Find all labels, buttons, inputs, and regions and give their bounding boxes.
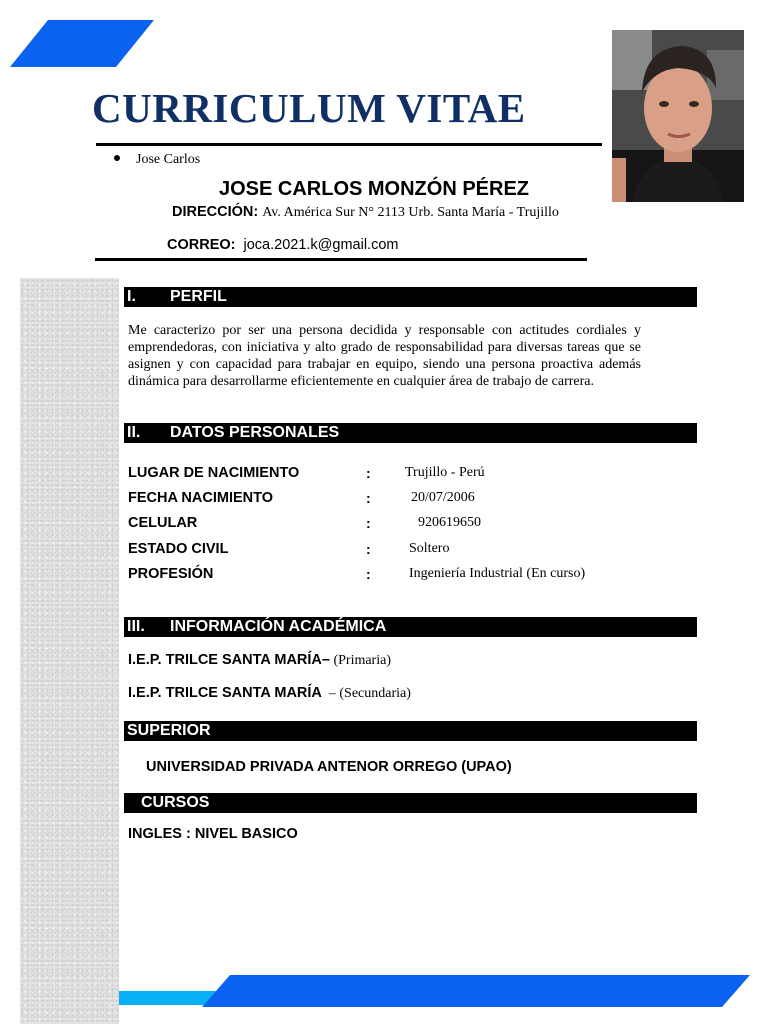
datos-label: FECHA NACIMIENTO bbox=[128, 490, 273, 506]
top-blue-parallelogram bbox=[10, 20, 154, 67]
section-title: DATOS PERSONALES bbox=[170, 424, 340, 441]
education-item-primaria bbox=[128, 652, 391, 669]
profile-photo bbox=[612, 30, 744, 202]
datos-value: Trujillo - Perú bbox=[405, 465, 485, 480]
section-bar-cursos bbox=[124, 793, 697, 813]
datos-label: ESTADO CIVIL bbox=[128, 541, 229, 557]
datos-label: PROFESIÓN bbox=[128, 566, 214, 582]
bullet-name-line bbox=[114, 152, 200, 168]
address-label: DIRECCIÓN: bbox=[172, 204, 259, 220]
datos-label: CELULAR bbox=[128, 515, 198, 531]
bullet-dot-icon bbox=[114, 155, 120, 161]
email-line bbox=[167, 237, 398, 253]
datos-value: Ingeniería Industrial (En curso) bbox=[409, 566, 586, 581]
datos-colon: : bbox=[366, 515, 371, 531]
datos-value: 920619650 bbox=[418, 515, 481, 530]
bottom-blue-stripes bbox=[118, 975, 752, 1009]
full-name bbox=[0, 178, 748, 201]
section-number: II. bbox=[127, 424, 141, 441]
profile-photo-drawing bbox=[612, 30, 744, 202]
section-number: I. bbox=[127, 288, 136, 305]
perfil-text: Me caracterizo por ser una persona decidida y responsable con actitudes cordiales y emprendedoras, con iniciativa y alto grado de responsabilidad para diversas tareas que se asignen y con capacidad para trabajar en equipo, siendo una persona proactiva además dinámica para desarrollarme eficientemente en cualquier área de trabajo de carrera. bbox=[128, 323, 641, 389]
school-level: – (Secundaria) bbox=[321, 686, 411, 701]
datos-colon: : bbox=[366, 566, 371, 582]
section-bar-superior bbox=[124, 721, 697, 741]
cv-title: CURRICULUM VITAE bbox=[92, 85, 526, 131]
side-texture-strip bbox=[20, 278, 119, 1024]
address-value: Av. América Sur N° 2113 Urb. Santa María - Trujillo bbox=[262, 205, 559, 220]
section-title: INFORMACIÓN ACADÉMICA bbox=[170, 618, 387, 635]
datos-value: Soltero bbox=[409, 541, 450, 556]
header-divider-bottom bbox=[95, 258, 587, 261]
section-title: SUPERIOR bbox=[127, 722, 211, 739]
section-bar-informacion-academica bbox=[124, 617, 697, 637]
section-number: III. bbox=[127, 618, 145, 635]
address-line bbox=[172, 204, 559, 221]
section-title: PERFIL bbox=[170, 288, 227, 305]
header-divider-top bbox=[96, 143, 602, 146]
school-level: (Primaria) bbox=[333, 653, 391, 668]
bullet-name: Jose Carlos bbox=[136, 152, 201, 167]
section-bar-perfil bbox=[124, 287, 697, 307]
email-value[interactable]: joca.2021.k@gmail.com bbox=[243, 237, 399, 253]
datos-colon: : bbox=[366, 541, 371, 557]
datos-colon: : bbox=[366, 465, 371, 481]
course-item-ingles: INGLES : NIVEL BASICO bbox=[128, 826, 298, 842]
section-bar-datos-personales bbox=[124, 423, 697, 443]
full-name-text: JOSE CARLOS MONZÓN PÉREZ bbox=[218, 178, 530, 200]
datos-value: 20/07/2006 bbox=[411, 490, 475, 505]
university-name: UNIVERSIDAD PRIVADA ANTENOR ORREGO (UPAO) bbox=[146, 759, 512, 775]
datos-colon: : bbox=[366, 490, 371, 506]
datos-label: LUGAR DE NACIMIENTO bbox=[128, 465, 300, 481]
section-title: CURSOS bbox=[141, 794, 210, 811]
education-item-secundaria bbox=[128, 685, 411, 702]
school-name: I.E.P. TRILCE SANTA MARÍA– bbox=[128, 652, 330, 668]
email-label: CORREO: bbox=[167, 237, 236, 253]
school-name: I.E.P. TRILCE SANTA MARÍA bbox=[128, 685, 322, 701]
